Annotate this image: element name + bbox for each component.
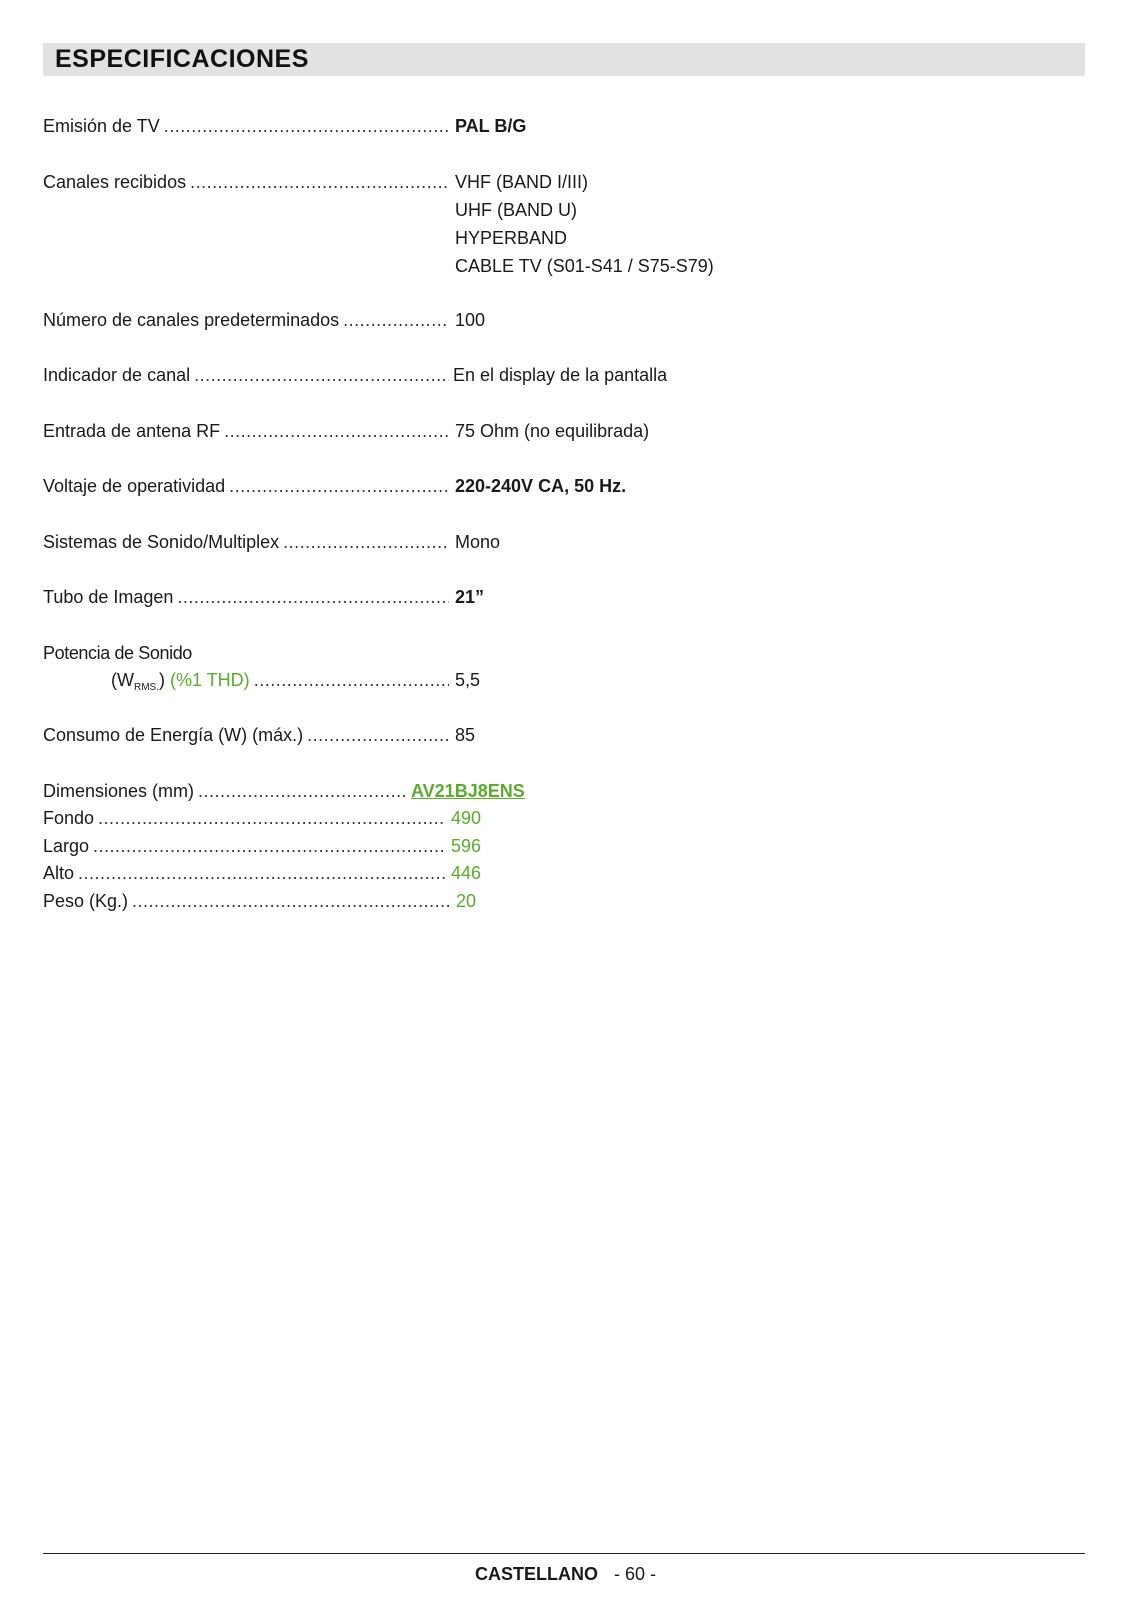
spec-label: Fondo [43, 808, 95, 828]
leader-dots [164, 116, 449, 136]
spec-value: Mono [455, 532, 501, 552]
spec-label: Canales recibidos [43, 172, 187, 192]
spec-value: 75 Ohm (no equilibrada) [455, 421, 650, 441]
spec-label: Alto [43, 863, 75, 883]
leader-dots [254, 670, 449, 690]
footer-language: CASTELLANO [474, 1564, 598, 1584]
spec-label: Voltaje de operatividad [43, 476, 226, 496]
leader-dots [283, 532, 449, 552]
spec-label: Entrada de antena RF [43, 421, 221, 441]
page-title: ESPECIFICACIONES [55, 45, 309, 73]
spec-value: 490 [451, 808, 482, 828]
thd-note: (%1 THD) [170, 670, 250, 690]
spec-label: Dimensiones (mm) [43, 781, 195, 801]
leader-dots [93, 836, 445, 856]
spec-label: Consumo de Energía (W) (máx.) [43, 725, 304, 745]
leader-dots [229, 476, 449, 496]
leader-dots [98, 808, 445, 828]
spec-value: En el display de la pantalla [453, 365, 668, 385]
spec-label: Largo [43, 836, 90, 856]
spec-value: PAL B/G [455, 116, 527, 136]
spec-label: Emisión de TV [43, 116, 160, 136]
leader-dots [132, 891, 449, 911]
spec-value: 5,5 [455, 670, 481, 690]
spec-value: 100 [455, 310, 486, 330]
model-number: AV21BJ8ENS [411, 781, 525, 801]
spec-label: Tubo de Imagen [43, 587, 174, 607]
spec-value: 446 [451, 863, 482, 883]
leader-dots [307, 725, 449, 745]
spec-value: 85 [455, 725, 476, 745]
page-footer [0, 1563, 1131, 1585]
leader-dots [224, 421, 449, 441]
spec-label: Peso (Kg.) [43, 891, 129, 911]
spec-value: 596 [451, 836, 482, 856]
leader-dots [177, 587, 449, 607]
spec-value-list [455, 172, 714, 284]
spec-label: Indicador de canal [43, 365, 191, 385]
leader-dots [190, 172, 449, 192]
channel-band: VHF (BAND I/III) [455, 172, 589, 192]
leader-dots [343, 310, 449, 330]
spec-label: Sistemas de Sonido/Multiplex [43, 532, 280, 552]
leader-dots [198, 781, 405, 801]
page-number: - 60 - [613, 1564, 656, 1584]
footer-divider [43, 1553, 1085, 1554]
spec-value: 220-240V CA, 50 Hz. [455, 476, 627, 496]
leader-dots [194, 365, 449, 385]
channel-band: HYPERBAND [455, 228, 568, 248]
spec-value: 21” [455, 587, 485, 607]
spec-label: Número de canales predeterminados [43, 310, 340, 330]
channel-band: UHF (BAND U) [455, 200, 577, 220]
channel-band: CABLE TV (S01-S41 / S75-S79) [455, 256, 714, 276]
spec-value: 20 [456, 891, 477, 911]
leader-dots [78, 863, 445, 883]
power-unit: $(W_{RMS.})$ (%1 THD) [111, 670, 250, 693]
spec-label-potencia: Potencia de Sonido [43, 643, 192, 663]
section-header [43, 43, 1085, 76]
